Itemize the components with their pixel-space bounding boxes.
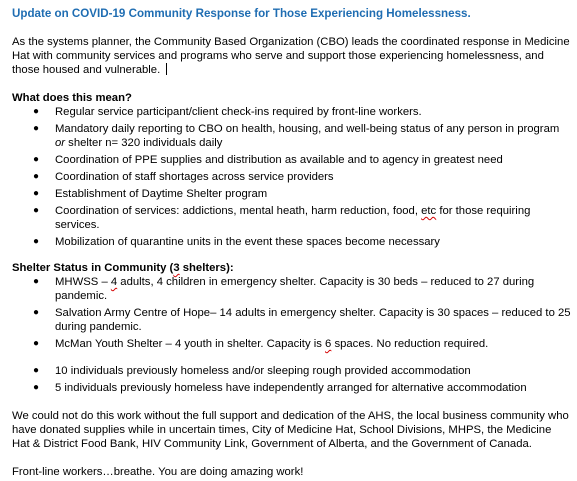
bullet-icon: ● (33, 171, 40, 182)
bullet-icon: ● (33, 188, 40, 199)
closing-line: Front-line workers…breathe. You are doing amazing work! (12, 466, 304, 478)
bullet-icon: ● (33, 205, 40, 216)
list-item: ● Regular service participant/client check-ins required by front-line workers. (33, 106, 422, 118)
list-item: ● Salvation Army Centre of Hope– 14 adults in emergency shelter. Capacity is 30 spaces – reduced to 25 during pandemic. (33, 307, 571, 333)
list-item: ● Mandatory daily reporting to CBO on health, housing, and well-being status of any person in program or shelter n= 320 individuals daily (33, 123, 560, 149)
list-item: ● 5 individuals previously homeless have independently arranged for alternative accommodation (33, 382, 527, 394)
bullet-icon: ● (33, 106, 40, 117)
bullet-icon: ● (33, 338, 40, 349)
bullet-icon: ● (33, 154, 40, 165)
list-item: ● Coordination of staff shortages across service providers (33, 171, 334, 183)
list-item: ● 10 individuals previously homeless and/or sleeping rough provided accommodation (33, 365, 471, 377)
meaning-heading: What does this mean? (12, 92, 132, 104)
shelter-heading: Shelter Status in Community (3 shelters): (12, 262, 234, 274)
list-item: ● Mobilization of quarantine units in the event these spaces become necessary (33, 236, 440, 248)
bullet-icon: ● (33, 236, 40, 247)
intro-paragraph[interactable] (12, 35, 571, 77)
document-title: Update on COVID-19 Community Response for Those Experiencing Homelessness. (12, 7, 471, 20)
accommodation-list (12, 364, 571, 395)
list-item: ● Establishment of Daytime Shelter program (33, 188, 268, 200)
list-item: ● McMan Youth Shelter – 4 youth in shelter. Capacity is 6 spaces. No reduction required. (33, 338, 489, 350)
italic-or: or (55, 137, 66, 149)
list-item: ● Coordination of PPE supplies and distribution as available and to agency in greatest need (33, 154, 503, 166)
shelter-list (12, 275, 571, 351)
meaning-list (12, 105, 571, 249)
text-cursor (166, 63, 167, 75)
bullet-icon: ● (33, 276, 40, 287)
list-item: ● MHWSS – 4 adults, 4 children in emergency shelter. Capacity is 30 beds – reduced to 27 during pandemic. (33, 276, 535, 302)
bullet-icon: ● (33, 382, 40, 393)
spellcheck-word[interactable]: 3 (173, 262, 180, 274)
list-item: ● Coordination of services: addictions, mental heath, harm reduction, food, etc for those requiring services. (33, 205, 531, 231)
bullet-icon: ● (33, 307, 40, 318)
intro-text: As the systems planner, the Community Based Organization (CBO) leads the coordinated response in Medicine Hat with community services and programs who serve and support those experiencing homelessness, and those housed and vulnerable. (12, 36, 570, 76)
spellcheck-word[interactable]: 6 (325, 338, 332, 350)
thanks-paragraph: We could not do this work without the full support and dedication of the AHS, the local business community who have donated supplies while in uncertain times, City of Medicine Hat, School Divisions, MHPS, the Medicine Hat & District Food Bank, HIV Community Link, Government of Alberta, and the Government of Canada. (12, 410, 569, 450)
bullet-icon: ● (33, 365, 40, 376)
spellcheck-word[interactable]: 4 (110, 276, 118, 288)
spellcheck-word[interactable]: etc (421, 205, 437, 217)
bullet-icon: ● (33, 123, 40, 134)
